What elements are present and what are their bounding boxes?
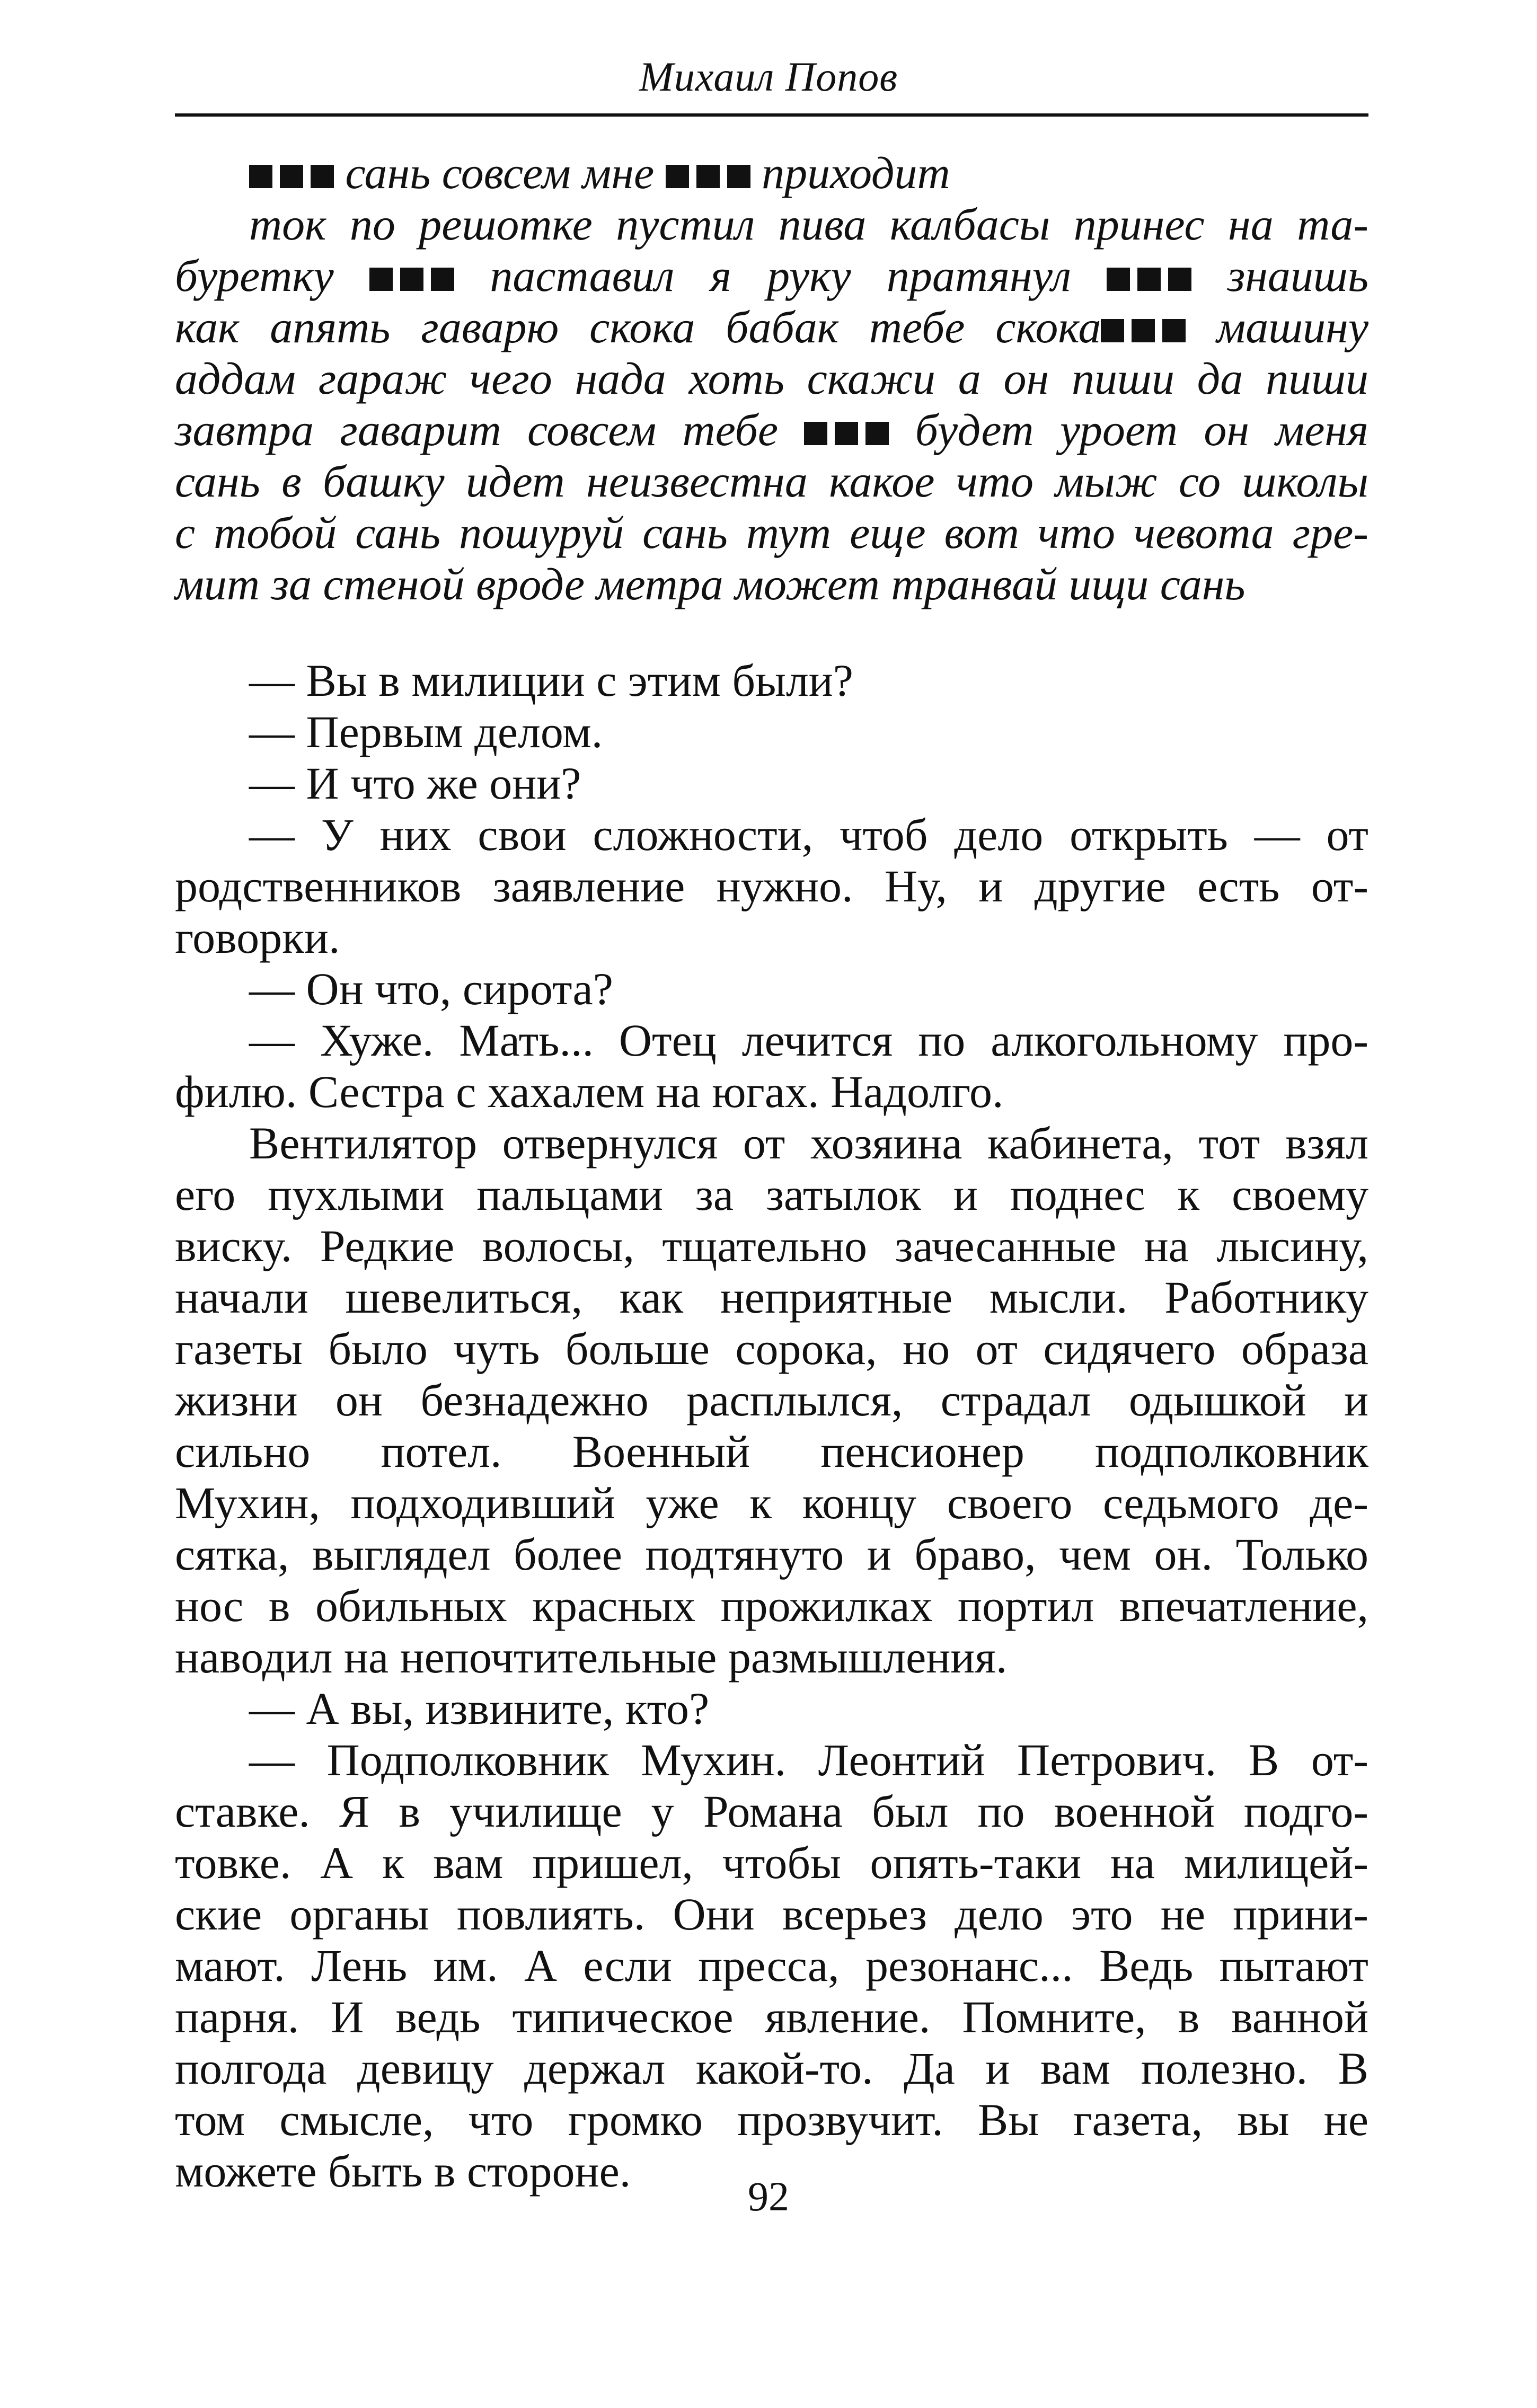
text-line: мают. Лень им. А если пресса, резонанс... Ведь пытают [175,1940,1368,1991]
page-body [175,147,1368,2197]
text-line: — А вы, извините, кто? [249,1683,710,1734]
letter-line [175,250,1368,302]
redaction-square [431,268,454,291]
header-rule [175,113,1368,117]
redaction-squares [1107,250,1191,302]
text-line: сильно потел. Военный пенсионер подполковник [175,1426,1368,1477]
redaction-square [835,422,858,445]
letter-text: с тобой сань пошуруй сань тут еще вот что чевота гре- [175,507,1368,558]
text-line: начали шевелиться, как неприятные мысли. Работнику [175,1272,1368,1323]
text-line: можете быть в стороне. [175,2146,631,2197]
letter-text: будет уроет он меня [889,404,1369,455]
letter-text: сань совсем мне [334,147,666,198]
text-line: — И что же они? [249,758,581,809]
redaction-squares [804,404,889,456]
text-line: сятка, выглядел более подтянуто и браво, чем он. Только [175,1529,1368,1580]
redaction-square [1162,319,1186,342]
redaction-square [249,165,272,188]
redaction-square [311,165,334,188]
redaction-square [727,165,750,188]
redaction-square [1101,319,1124,342]
text-line: — Он что, сирота? [249,963,613,1014]
letter-text: приходит [750,147,950,198]
text-line: полгода девицу держал какой-то. Да и вам полезно. В [175,2043,1368,2094]
redaction-square [369,268,393,291]
text-line: филю. Сестра с хахалем на югах. Надолго. [175,1066,1004,1117]
text-line: — Первым делом. [249,706,603,757]
text-line: том смысле, что громко прозвучит. Вы газета, вы не [175,2094,1368,2145]
page-number: 92 [748,2173,789,2219]
redaction-squares [666,147,750,199]
letter-line [175,199,1368,250]
redaction-square [865,422,889,445]
text-line: Мухин, подходивший уже к концу своего седьмого де- [175,1477,1368,1528]
text-line: наводил на непочтительные размышления. [175,1632,1008,1683]
redaction-square [1168,268,1191,291]
redaction-square [804,422,827,445]
text-line: газеты было чуть больше сорока, но от сидячего образа [175,1323,1368,1374]
text-line: — У них свои сложности, чтоб дело открыть — от [249,809,1368,860]
redaction-square [666,165,689,188]
letter-line [175,456,1368,507]
letter-block [175,147,1368,610]
text-line: родственников заявление нужно. Ну, и другие есть от- [175,861,1368,911]
section-gap [175,610,1368,655]
letter-line [175,559,1368,610]
letter-line [175,507,1368,559]
letter-text: буретку [175,250,370,301]
letter-text: завтра гаварит совсем тебе [175,404,805,455]
letter-text: ток по решотке пустил пива калбасы принес на та- [249,199,1368,250]
letter-line [175,353,1368,404]
redaction-square [696,165,720,188]
text-line: Вентилятор отвернулся от хозяина кабинета, тот взял [249,1118,1368,1168]
text-line: ские органы повлиять. Они всерьез дело это не прини- [175,1889,1368,1940]
text-line: товке. А к вам пришел, чтобы опять-таки на милицей- [175,1837,1368,1888]
text-line: — Подполковник Мухин. Леонтий Петрович. В от- [249,1734,1368,1785]
text-line: — Хуже. Мать... Отец лечится по алкогольному про- [249,1015,1368,1066]
letter-text: машину [1186,302,1369,352]
text-line: ставке. Я в училище у Романа был по военной подго- [175,1786,1368,1837]
letter-line [175,404,1368,456]
letter-text: знаишь [1191,250,1368,301]
letter-text: паставил я руку пратянул [454,250,1107,301]
redaction-square [400,268,423,291]
text-line: его пухлыми пальцами за затылок и поднес к своему [175,1169,1368,1220]
text-line: жизни он безнадежно расплылся, страдал одышкой и [175,1375,1368,1426]
text-line: виску. Редкие волосы, тщательно зачесанные на лысину, [175,1220,1368,1271]
prose-block [175,655,1368,2197]
redaction-square [1107,268,1130,291]
letter-text: мит за стеной вроде метра может транвай ищи сань [175,559,1246,609]
text-line: говорки. [175,912,340,963]
letter-text: аддам гараж чего нада хоть скажи а он пиши да пиши [175,353,1368,404]
redaction-squares [369,250,454,302]
running-head: Михаил Попов [639,54,898,100]
text-line: парня. И ведь типическое явление. Помните, в ванной [175,1991,1368,2042]
redaction-square [1132,319,1155,342]
redaction-squares [1101,302,1186,353]
letter-line [175,302,1368,353]
text-line: нос в обильных красных прожилках портил впечатление, [175,1580,1368,1631]
text-line: — Вы в милиции с этим были? [249,655,853,706]
redaction-squares [249,147,334,199]
letter-text: как апять гаварю скока бабак тебе скока [175,302,1101,352]
letter-text: сань в башку идет неизвестна какое что мыж со школы [175,456,1368,507]
redaction-square [1137,268,1161,291]
letter-line [175,147,1368,199]
redaction-square [280,165,303,188]
